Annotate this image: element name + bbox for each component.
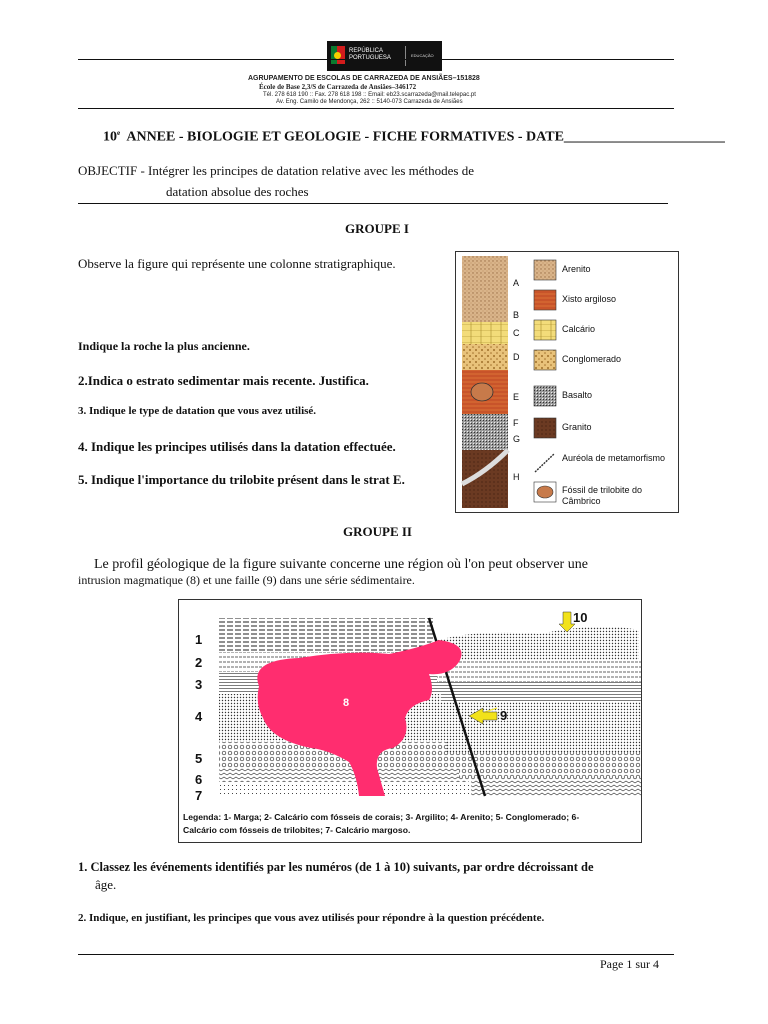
profile-legend-line1: Legenda: 1- Marga; 2- Calcário com fósseis de corais; 3- Argilito; 4- Arenito; 5- Conglomerado; 6-: [183, 812, 580, 822]
header-agrupamento: AGRUPAMENTO DE ESCOLAS DE CARRAZEDA DE ANSIÃES–151828: [248, 75, 480, 82]
title-text: ANNEE - BIOLOGIE ET GEOLOGIE - FICHE FORMATIVES - DATE_______________________: [126, 129, 725, 145]
header-logo: [327, 41, 442, 71]
group2-intro2: intrusion magmatique (8) et une faille (9) dans une série sédimentaire.: [78, 573, 415, 587]
objective-line2: datation absolue des roches: [166, 184, 309, 199]
legend-calcario: Calcário: [562, 324, 596, 334]
column-letter-c: C: [513, 328, 520, 338]
magma-label-8: 8: [343, 697, 350, 709]
page-number: Page 1 sur 4: [600, 957, 659, 971]
logo-side-text: EDUCAÇÃO: [411, 53, 434, 58]
logo-text-2: PORTUGUESA: [349, 55, 391, 61]
profile-num-2: 2: [195, 655, 203, 670]
group1-q3: 3. Indique le type de datation que vous avez utilisé.: [78, 405, 317, 417]
header-contact: Tél. 278 618 190 :: Fax. 278 618 198 :: Email: eb23.scarrazeda@mail.telepac.pt: [263, 92, 476, 98]
column-letter-e: E: [513, 392, 520, 402]
stratigraphic-column: [456, 252, 678, 512]
group1-q1: Indique la roche la plus ancienne.: [78, 339, 250, 353]
header-address: Av. Eng. Camilo de Mendonça, 262 :: 5140-073 Carrazeda de Ansiães: [276, 99, 463, 105]
geological-profile: [179, 600, 641, 842]
group2-heading: GROUPE II: [343, 524, 412, 539]
profile-legend-line2: Calcário com fósseis de trilobites; 7- Calcário margoso.: [183, 825, 411, 835]
legend-basalto: Basalto: [562, 390, 593, 400]
group1-intro: Observe la figure qui représente une colonne stratigraphique.: [78, 256, 396, 271]
fault-label-9: 9: [500, 708, 508, 723]
logo-divider: [405, 46, 406, 66]
header-escola: École de Base 2,3/S de Carrazeda de Ansiães–346172: [259, 83, 417, 91]
profile-num-4: 4: [195, 709, 203, 724]
legend-aureola: Auréola de metamorfismo: [562, 453, 666, 463]
group1-q4: 4. Indique les principes utilisés dans la datation effectuée.: [78, 439, 396, 454]
legend-xisto: Xisto argiloso: [562, 294, 617, 304]
column-letter-g: G: [513, 434, 521, 444]
profile-num-1: 1: [195, 632, 203, 647]
erosion-label-10: 10: [573, 610, 588, 625]
header-rule-top: [78, 59, 674, 60]
group1-heading: GROUPE I: [345, 221, 409, 236]
column-letter-f: F: [513, 418, 519, 428]
profile-num-5: 5: [195, 751, 203, 766]
stratigraphic-figure: [455, 251, 679, 513]
column-letter-h: H: [513, 472, 520, 482]
column-letter-b: B: [513, 310, 520, 320]
profile-num-3: 3: [195, 677, 203, 692]
legend-granito: Granito: [562, 422, 592, 432]
group2-intro1: Le profil géologique de la figure suivante concerne une région où l'on peut observer une: [94, 557, 588, 572]
column-letter-d: D: [513, 352, 520, 362]
flag-icon: [331, 46, 345, 64]
footer-rule: [78, 954, 674, 955]
title-sup: e: [117, 129, 121, 137]
geological-profile-figure: [178, 599, 642, 843]
group2-q1-line2: âge.: [95, 877, 117, 892]
header-rule-bottom: [78, 108, 674, 109]
legend-trilobite: Fóssil de trilobite do Câmbrico: [562, 485, 643, 506]
legend-conglomerado: Conglomerado: [562, 354, 622, 364]
objective-line1: OBJECTIF - Intégrer les principes de datation relative avec les méthodes de: [78, 163, 475, 178]
objective-rule: [78, 203, 668, 204]
group2-q2: 2. Indique, en justifiant, les principes que vous avez utilisés pour répondre à la question précédente.: [78, 912, 545, 924]
logo-text-1: REPÚBLICA: [349, 48, 384, 54]
legend-arenito: Arenito: [562, 264, 591, 274]
profile-num-6: 6: [195, 772, 203, 787]
column-letter-a: A: [513, 278, 520, 288]
group1-q2: 2.Indica o estrato sedimentar mais recente. Justifica.: [78, 373, 369, 388]
group2-q1-line1: 1. Classez les événements identifiés par les numéros (de 1 à 10) suivants, par ordre décroissant de: [78, 860, 594, 874]
title-grade: 10: [103, 129, 117, 145]
profile-num-7: 7: [195, 788, 203, 803]
page-title: [103, 129, 725, 146]
group1-q5: 5. Indique l'importance du trilobite présent dans le strat E.: [78, 472, 405, 487]
